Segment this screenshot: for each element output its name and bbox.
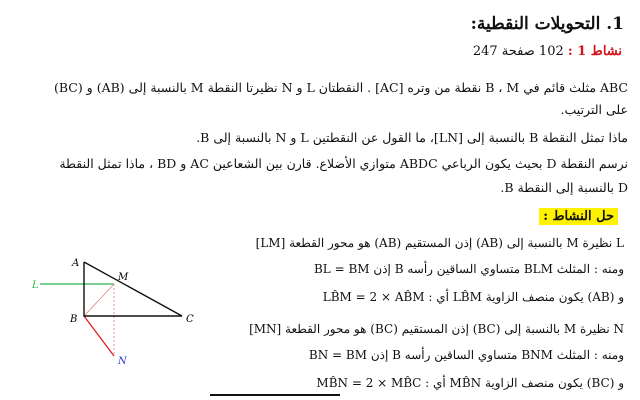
problem-line-3: ماذا تمثل النقطة B بالنسبة إلى [LN]، ما القول عن النقطتين L و N بالنسبة إلى B. [196, 130, 628, 145]
section-title: 1. التحويلات النقطية: [470, 14, 624, 34]
activity-label: نشاط 1 : [567, 44, 622, 59]
triangle-abc [84, 262, 182, 316]
geometry-figure [28, 252, 208, 372]
label-a: A [72, 258, 80, 269]
activity-reference: 102 صفحة 247 [472, 44, 564, 59]
problem-line-5: D بالنسبة إلى النقطة B. [500, 180, 628, 195]
solution-line: و (BC) يكون منصف الزاوية MB̂N أي : MB̂N = 2 × MB̂C [316, 376, 624, 390]
label-m: M [118, 272, 129, 283]
solution-line: L نظيرة M بالنسبة إلى (AB) إذن المستقيم (AB) هو محور القطعة [LM] [255, 236, 624, 250]
activity-header [473, 44, 622, 59]
problem-line-2: على الترتيب. [560, 102, 628, 117]
label-n: N [118, 356, 127, 367]
solution-line: ومنه : المثلث BNM متساوي الساقين رأسه B إذن BN = BM [308, 348, 624, 362]
solution-heading: حل النشاط : [539, 208, 618, 225]
problem-line-1: ABC مثلث قائم في B ، M نقطة من وتره [AC] . النقطتان L و N نظيرتا النقطة M بالنسبة إلى (AB) و (BC) [53, 80, 628, 95]
underline-decoration [210, 394, 340, 396]
problem-line-4: نرسم النقطة D بحيث يكون الرباعي ABDC متوازي الأضلاع. قارن بين الشعاعين AC و BD ، ماذا تمثل النقطة [59, 156, 628, 171]
solution-line: و (AB) يكون منصف الزاوية LB̂M أي : LB̂M = 2 × AB̂M [322, 290, 624, 304]
solution-line: ومنه : المثلث BLM متساوي الساقين رأسه B إذن BL = BM [313, 262, 624, 276]
solution-line: N نظيرة M بالنسبة إلى (BC) إذن المستقيم (BC) هو محور القطعة [MN] [249, 322, 624, 336]
line-bn [84, 316, 114, 356]
construction-bm [84, 284, 114, 316]
label-c: C [186, 314, 194, 325]
label-b: B [70, 314, 78, 325]
label-l: L [32, 280, 39, 291]
